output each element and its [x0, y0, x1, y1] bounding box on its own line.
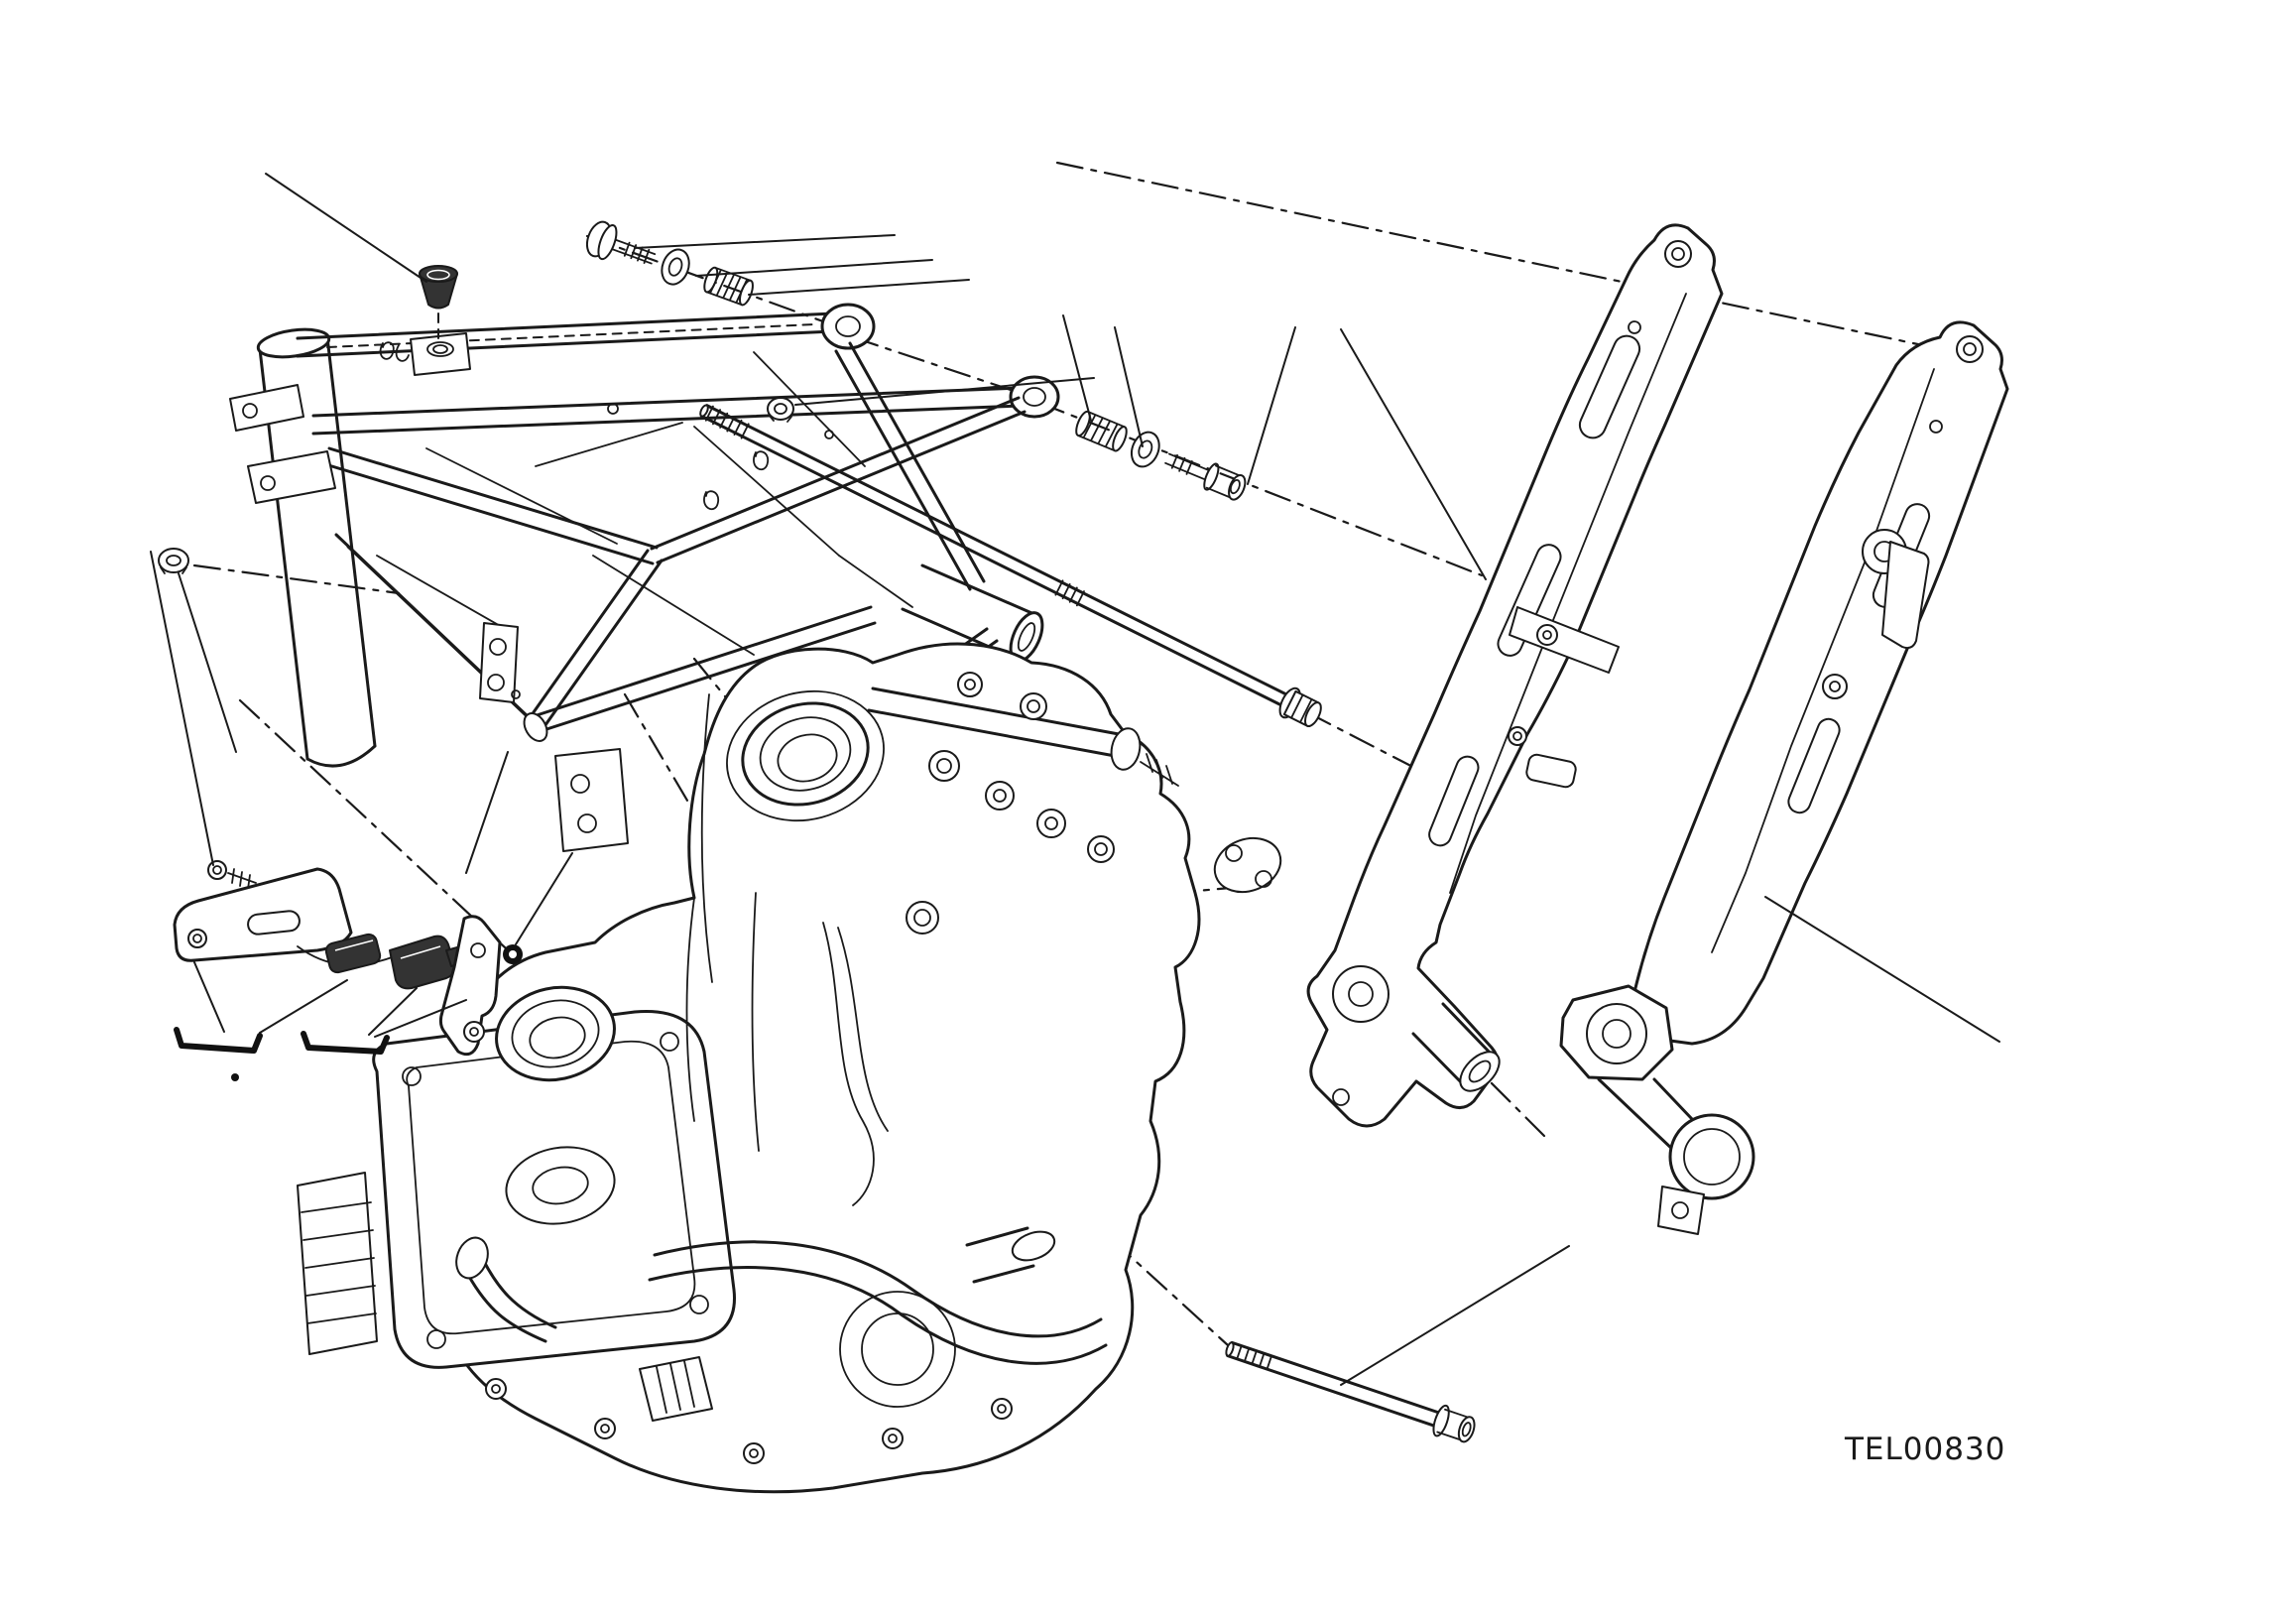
retainer-washer-nut: [503, 944, 523, 964]
small-flange-nut: [768, 398, 793, 422]
engine: [298, 644, 1288, 1492]
diagram-code-label: TEL00830: [1845, 1432, 2006, 1467]
left-flange-nut: [159, 549, 188, 573]
small-hex-screw: [208, 861, 256, 889]
right-bushing-washer-bolt-set: [1071, 405, 1250, 506]
group-underline-marks: [177, 1030, 387, 1081]
cylinder-fins: [298, 1173, 377, 1354]
wire-clip: [754, 451, 768, 469]
long-bottom-bolt: [1222, 1333, 1478, 1446]
wire-clip: [704, 491, 718, 509]
cap-boss: [411, 333, 470, 375]
upper-bolt-washer-bushing-set: [583, 218, 758, 311]
